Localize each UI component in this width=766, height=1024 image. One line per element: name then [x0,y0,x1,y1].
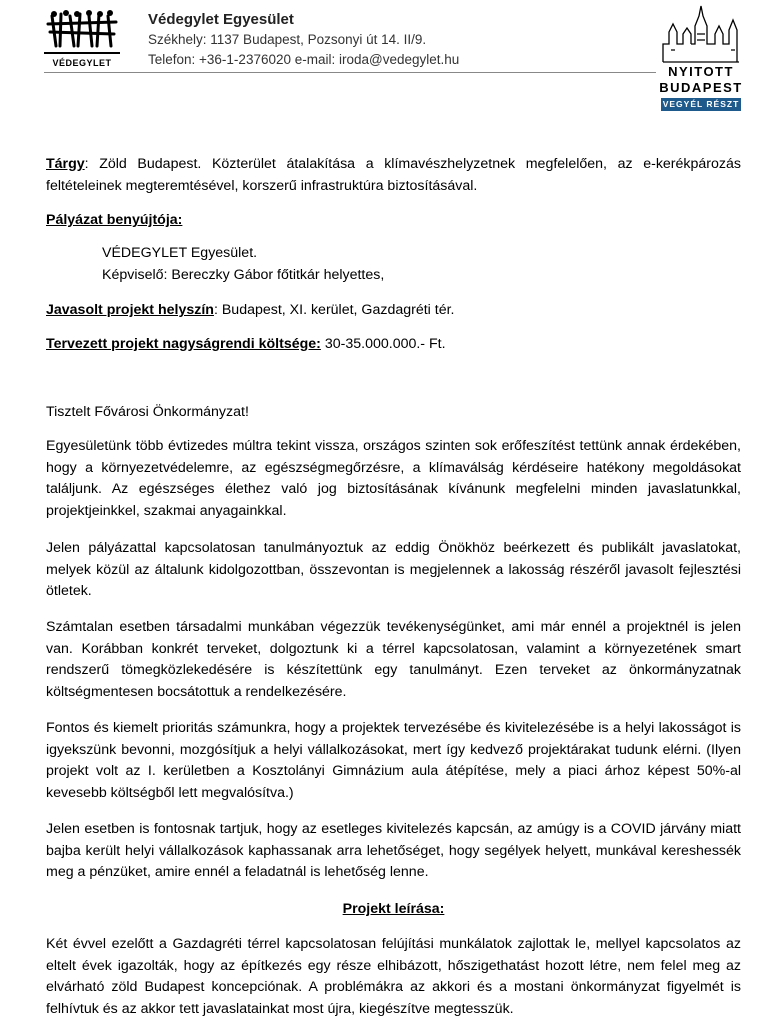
location-block [46,300,741,322]
paragraph-5: Jelen esetben is fontosnak tartjuk, hogy az esetleges kivitelezés kapcsán, az amúgy is a COVID járvány miatt bajba került helyi vállalkozások kaphassanak arra lehetőséget, hogy segélyek helyett, munkával kereshessék meg a pénzüket, amire ennél a feladatnál is lehetőség lenne. [46,821,741,880]
location-text: : Budapest, XI. kerület, Gazdagréti tér. [213,302,455,318]
nyitott-budapest-logo [659,4,743,112]
applicant-label: Pályázat benyújtója: [46,212,183,228]
org-info [148,10,459,70]
figures-logo-icon [44,10,120,50]
project-description: Két évvel ezelőtt a Gazdagréti térrel kapcsolatosan felújítási munkálatok zajlottak le, mellyel kapcsolatos az eltelt évek igazolták, hogy az építkezés egy része elhibázott, hőszigethatást hozott létre, nem felel meg az elvárható zöld Budapest koncepciónak. A problémákra az akkori és a mostani önkormányzat figyelmét is felhívtuk és az akkor tett javaslatainkat most újra, kiegészítve megtesszük. [46,936,741,1017]
header-divider [44,72,656,73]
section-title: Projekt leírása: [342,901,445,917]
applicant-line2: Képviselő: Bereczky Gábor főtitkár helyettes, [102,267,385,283]
logo-divider [44,52,120,54]
org-contact: Telefon: +36-1-2376020 e-mail: iroda@vedegylet.hu [148,52,460,67]
applicant-label-block [46,210,741,232]
section-title-block [46,899,741,921]
org-name: Védegylet Egyesület [148,11,294,28]
cost-block [46,334,741,356]
cost-label: Tervezett projekt nagyságrendi költsége: [46,336,321,352]
cost-text: 30-35.000.000.- Ft. [320,336,446,352]
subject-text: : Zöld Budapest. Közterület átalakítása a klímavészhelyzetnek megfelelően, az e-kerékpározás feltételeinek megteremtésével, korszerű infrastruktúra biztosításával. [46,156,741,194]
org-seat: Székhely: 1137 Budapest, Pozsonyi út 14. II/9. [148,32,427,47]
applicant-line1: VÉDEGYLET Egyesület. [102,245,258,261]
city-skyline-icon [659,4,743,66]
vedegylet-logo [44,10,120,68]
subject-label: Tárgy [46,156,85,172]
paragraph-1: Egyesületünk több évtizedes múltra tekint vissza, országos szinten sok erőfeszítést tettünk annak érdekében, hogy a környezetvédelemre, az egészségmegőrzésre, a klímaválság kérdéseire hatékony megoldásokat találjunk. Az egészséges élethez való jog biztosításának kívánunk megfelelni minden javaslatunkkal, projektjeinkkel, szakmai anyagainkkal. [46,438,741,519]
logo-right-line2: BUDAPEST [659,80,743,95]
paragraph-4: Fontos és kiemelt prioritás számunkra, hogy a projektek tervezésébe és kivitelezésébe is a helyi lakosságot is igyekszünk bevonni, mozgósítjuk a helyi vállalkozásokat, mert így kedvező projektárakat tudunk elérni. (Ilyen projekt volt az I. kerületben a Kosztolányi Gimnázium aula átépítése, mely a piaci árhoz képest 50%-al kevesebb költségből lett megvalósítva.) [46,720,741,801]
subject-block [46,154,741,197]
logo-right-line3: VEGYÉL RÉSZT [662,99,740,109]
paragraph-2: Jelen pályázattal kapcsolatosan tanulmányoztuk az eddig Önökhöz beérkezett és publikált javaslatokat, melyek közül az általunk kidolgozottban, összevontan is megjelennek a lakosság részéről javasolt fejlesztési ötletek. [46,540,741,599]
logo-right-line1: NYITOTT [668,64,734,79]
logo-left-text: VÉDEGYLET [52,58,112,68]
location-label: Javasolt projekt helyszín [46,302,214,318]
salutation: Tisztelt Fővárosi Önkormányzat! [46,404,249,420]
paragraph-3: Számtalan esetben társadalmi munkában végezzük tevékenységünket, ami már ennél a projektnél is jelen van. Korábban konkrét terveket, dolgoztunk ki a térrel kapcsolatosan, valamint a környezetének smart rendszerű tömegközlekedésére is készítettünk egy tanulmányt. Ezen terveket az önkormányzatnak költségmentesen bocsátottuk a rendelkezésére. [46,619,741,700]
